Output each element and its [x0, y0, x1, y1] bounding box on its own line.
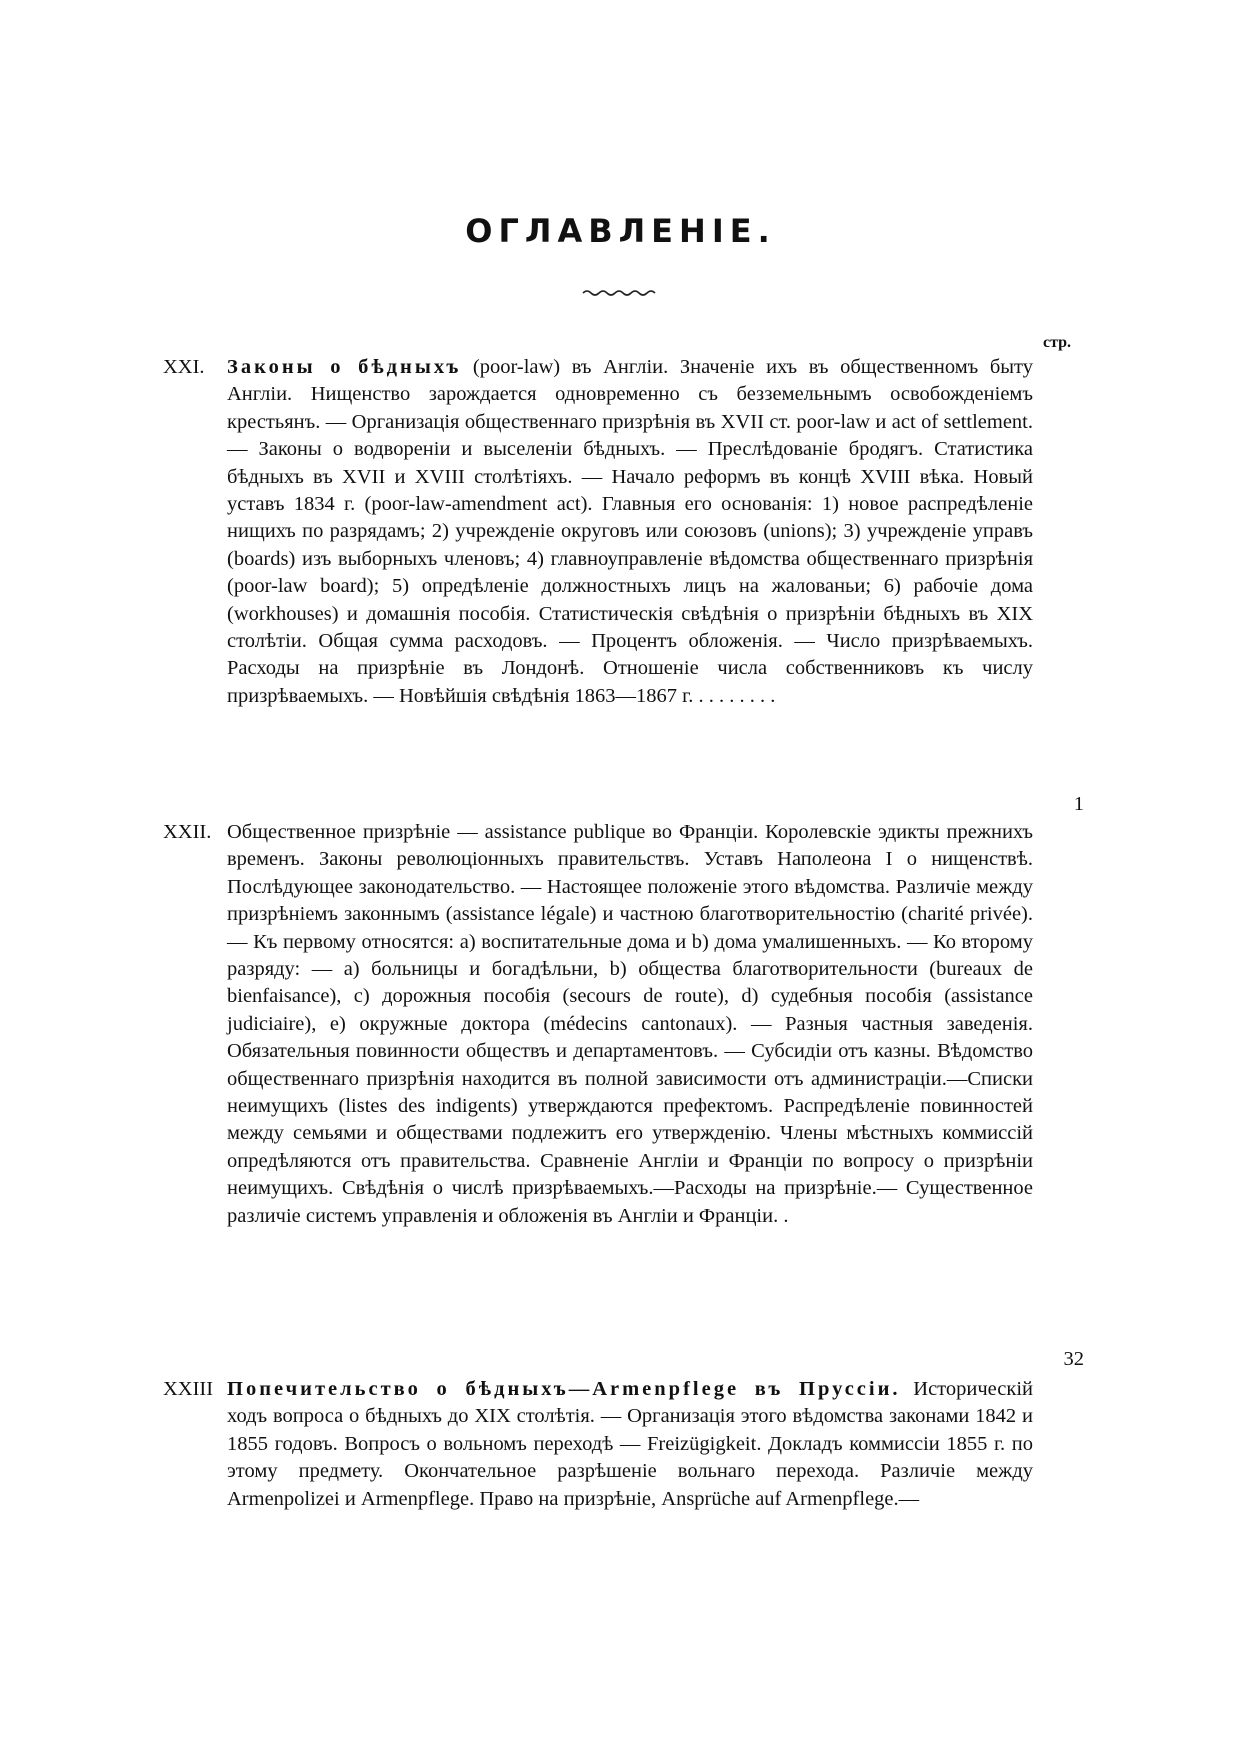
- page-column-header: стр.: [1043, 334, 1072, 351]
- chapter-number: XXII.: [163, 821, 212, 843]
- chapter-number: XXIII: [163, 1378, 214, 1400]
- toc-entry: [163, 1376, 1063, 1513]
- chapter-heading: Законы о бѣдныхъ: [227, 356, 462, 378]
- chapter-text: Историческій ходъ вопроса о бѣдныхъ до XIX столѣтія. — Организація этого вѣдомства законами 1842 и 1855 годовъ. Вопросъ о вольномъ переходѣ — Freizügigkeit. Докладъ коммиссіи 1855 г. по этому предмету. Окончательное разрѣшеніе вольнаго перехода. Различіе между Armenpolizei и Armenpflege. Право на призрѣніе, Ansprüche auf Armenpflege.—: [227, 1378, 1033, 1510]
- chapter-summary: [227, 354, 1033, 710]
- chapter-summary: [227, 819, 1033, 1230]
- wavy-rule-ornament: [582, 288, 656, 298]
- chapter-summary: [227, 1376, 1033, 1513]
- chapter-text: (poor-law) въ Англіи. Значеніе ихъ въ общественномъ быту Англіи. Нищенство зарождается одновременно съ безземельнымъ освобожденіемъ крестьянъ. — Организація общественнаго призрѣнія въ XVII ст. poor-law и act of settlement.— Законы о водвореніи и выселеніи бѣдныхъ. — Преслѣдованіе бродягъ. Статистика бѣдныхъ въ XVII и XVIII столѣтіяхъ. — Начало реформъ въ концѣ XVIII вѣка. Новый уставъ 1834 г. (poor-law-amendment act). Главныя его основанія: 1) новое распредѣленіе нищихъ по разрядамъ; 2) учрежденіе округовъ или союзовъ (unions); 3) учрежденіе управъ (boards) изъ выборныхъ членовъ; 4) главноуправленіе вѣдомства общественнаго призрѣнія (poor-law board); 5) опредѣленіе должностныхъ лицъ на жалованьи; 6) рабочіе дома (workhouses) и домашнія пособія. Статистическія свѣдѣнія о призрѣніи бѣдныхъ въ XIX столѣтіи. Общая сумма расходовъ. — Процентъ обложенія. — Число призрѣваемыхъ. Расходы на призрѣніе въ Лондонѣ. Отношеніе числа собственниковъ къ числу призрѣваемыхъ. — Новѣйшія свѣдѣнія 1863—1867 г. . . . . . . . .: [227, 356, 1033, 707]
- page-title: ОГЛАВЛЕНІЕ.: [465, 212, 776, 250]
- chapter-number: XXI.: [163, 356, 205, 378]
- page-number: 1: [1073, 793, 1084, 815]
- page-number: 32: [1063, 1348, 1084, 1370]
- chapter-heading: Попечительство о бѣдныхъ—Armenpflege въ Пруссіи.: [227, 1378, 901, 1400]
- toc-entry: [163, 354, 1063, 710]
- toc-entry: [163, 819, 1063, 1230]
- chapter-text: Общественное призрѣніе — assistance publique во Франціи. Королевскіе эдикты прежнихъ временъ. Законы революціонныхъ правительствъ. Уставъ Наполеона I о нищенствѣ. Послѣдующее законодательство. — Настоящее положеніе этого вѣдомства. Различіе между призрѣніемъ законнымъ (assistance légale) и частною благотворительностію (charité privée). — Къ первому относятся: a) воспитательные дома и b) дома умалишенныхъ. — Ко второму разряду: — a) больницы и богадѣльни, b) общества благотворительности (bureaux de bienfaisance), c) дорожныя пособія (secours de route), d) судебныя пособія (assistance judiciaire), e) окружные доктора (médecins cantonaux). — Разныя частныя заведенія. Обязательныя повинности обществъ и департаментовъ. — Субсидіи отъ казны. Вѣдомство общественнаго призрѣнія находится въ полной зависимости отъ администраціи.—Списки неимущихъ (listes des indigents) утверждаются префектомъ. Распредѣленіе повинностей между семьями и обществами подлежитъ его утвержденію. Члены мѣстныхъ коммиссій опредѣляются отъ правительства. Сравненіе Англіи и Франціи по вопросу о призрѣніи неимущихъ. Свѣдѣнія о числѣ призрѣваемыхъ.—Расходы на призрѣніе.— Существенное различіе системъ управленія и обложенія въ Англіи и Франціи. .: [227, 821, 1033, 1227]
